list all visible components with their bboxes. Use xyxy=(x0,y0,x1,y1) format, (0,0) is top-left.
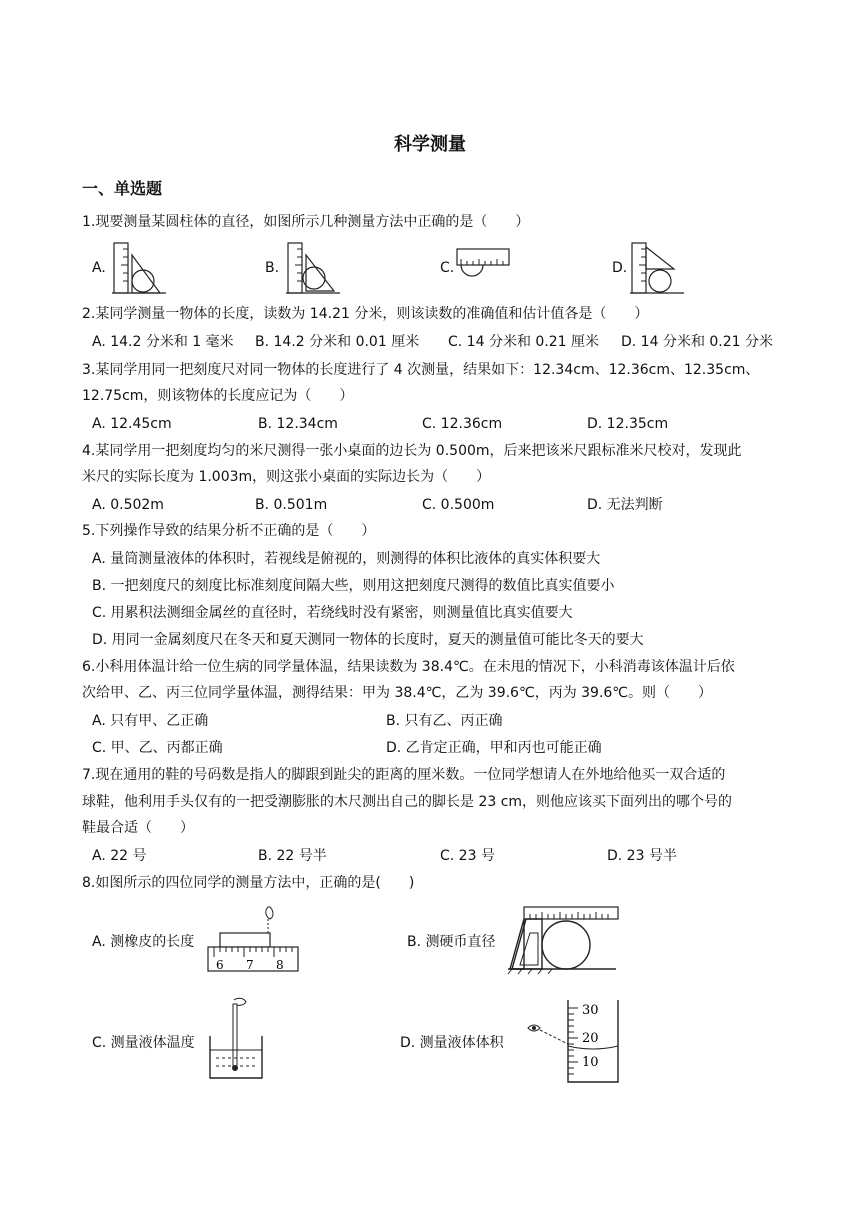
q1-figure-d xyxy=(628,241,688,295)
q8-option-a: A. 测橡皮的长度 xyxy=(92,934,195,950)
q4-option-a: A. 0.502m xyxy=(92,497,164,513)
q3-option-c: C. 12.36cm xyxy=(422,416,503,432)
q4-option-d: D. 无法判断 xyxy=(587,497,663,513)
q1-figure-c xyxy=(455,247,513,287)
q1-option-d: D. xyxy=(612,260,628,276)
q1-figure-a xyxy=(110,241,170,295)
section-heading: 一、单选题 xyxy=(82,179,163,198)
question-6-stem-line-1: 6.小科用体温计给一位生病的同学量体温，结果读数为 38.4℃。在未甩的情况下，小科消毒该体温计后依 xyxy=(82,659,735,675)
q3-option-a: A. 12.45cm xyxy=(92,416,172,432)
cylinder-tick-20: 20 xyxy=(582,1031,599,1046)
ruler-tick-6: 6 xyxy=(216,958,224,972)
q1-option-c: C. xyxy=(440,260,455,276)
q2-option-c: C. 14 分米和 0.21 厘米 xyxy=(448,334,600,350)
q8-figure-c-thermometer xyxy=(206,996,266,1082)
question-6-stem-line-2: 次给甲、乙、丙三位同学量体温，测得结果：甲为 38.4℃，乙为 39.6℃，丙为 39.6℃。则（ ） xyxy=(82,685,713,701)
cylinder-tick-10: 10 xyxy=(582,1055,599,1070)
q8-option-d: D. 测量液体体积 xyxy=(400,1035,504,1051)
q4-option-b: B. 0.501m xyxy=(255,497,328,513)
q6-option-d: D. 乙肯定正确，甲和丙也可能正确 xyxy=(386,740,602,756)
q8-option-b: B. 测硬币直径 xyxy=(407,934,496,950)
question-8-stem: 8.如图所示的四位同学的测量方法中，正确的是( ) xyxy=(82,875,415,891)
q8-figure-d-cylinder xyxy=(524,994,624,1086)
q7-option-d: D. 23 号半 xyxy=(607,848,677,864)
q1-option-a: A. xyxy=(92,260,106,276)
question-4-stem-line-2: 米尺的实际长度为 1.003m，则这张小桌面的实际边长为（ ） xyxy=(82,469,491,485)
q8-figure-b-coin xyxy=(508,903,620,975)
q6-option-c: C. 甲、乙、丙都正确 xyxy=(92,740,223,756)
q1-figure-b xyxy=(284,241,344,295)
q7-option-c: C. 23 号 xyxy=(440,848,495,864)
question-3-stem-line-2: 12.75cm，则该物体的长度应记为（ ） xyxy=(82,388,354,404)
q6-option-b: B. 只有乙、丙正确 xyxy=(386,713,503,729)
q5-option-a: A. 量筒测量液体的体积时，若视线是俯视的，则测得的体积比液体的真实体积要大 xyxy=(92,551,601,567)
q2-option-b: B. 14.2 分米和 0.01 厘米 xyxy=(255,334,420,350)
question-1-stem: 1.现要测量某圆柱体的直径，如图所示几种测量方法中正确的是（ ） xyxy=(82,214,530,230)
q3-option-b: B. 12.34cm xyxy=(258,416,338,432)
q5-option-c: C. 用累积法测细金属丝的直径时，若绕线时没有紧密，则测量值比真实值要大 xyxy=(92,605,573,621)
question-7-stem-line-2: 球鞋，他利用手头仅有的一把受潮膨胀的木尺测出自己的脚长是 23 cm，则他应该买下面列出的哪个号的 xyxy=(82,794,733,810)
q2-option-a: A. 14.2 分米和 1 毫米 xyxy=(92,334,234,350)
question-7-stem-line-1: 7.现在通用的鞋的号码数是指人的脚跟到趾尖的距离的厘米数。一位同学想请人在外地给他买一双合适的 xyxy=(82,767,726,783)
q8-figure-a-eraser-ruler xyxy=(206,905,302,977)
page-title: 科学测量 xyxy=(394,134,466,155)
cylinder-tick-30: 30 xyxy=(582,1003,599,1018)
question-5-stem: 5.下列操作导致的结果分析不正确的是（ ） xyxy=(82,523,376,539)
q1-option-b: B. xyxy=(265,260,280,276)
q7-option-b: B. 22 号半 xyxy=(258,848,327,864)
q2-option-d: D. 14 分米和 0.21 分米 xyxy=(621,334,774,350)
ruler-tick-8: 8 xyxy=(276,958,284,972)
question-2-stem: 2.某同学测量一物体的长度，读数为 14.21 分米，则该读数的准确值和估计值各是（ ） xyxy=(82,306,649,322)
question-3-stem-line-1: 3.某同学用同一把刻度尺对同一物体的长度进行了 4 次测量，结果如下：12.34cm、12.36cm、12.35cm、 xyxy=(82,362,760,378)
q5-option-b: B. 一把刻度尺的刻度比标准刻度间隔大些，则用这把刻度尺测得的数值比真实值要小 xyxy=(92,578,615,594)
q3-option-d: D. 12.35cm xyxy=(587,416,669,432)
q5-option-d: D. 用同一金属刻度尺在冬天和夏天测同一物体的长度时，夏天的测量值可能比冬天的要大 xyxy=(92,632,644,648)
q8-option-c: C. 测量液体温度 xyxy=(92,1035,195,1051)
q4-option-c: C. 0.500m xyxy=(422,497,495,513)
q7-option-a: A. 22 号 xyxy=(92,848,147,864)
question-4-stem-line-1: 4.某同学用一把刻度均匀的米尺测得一张小桌面的边长为 0.500m，后来把该米尺跟标准米尺校对，发现此 xyxy=(82,443,742,459)
ruler-tick-7: 7 xyxy=(246,958,254,972)
question-7-stem-line-3: 鞋最合适（ ） xyxy=(82,820,194,836)
q6-option-a: A. 只有甲、乙正确 xyxy=(92,713,209,729)
